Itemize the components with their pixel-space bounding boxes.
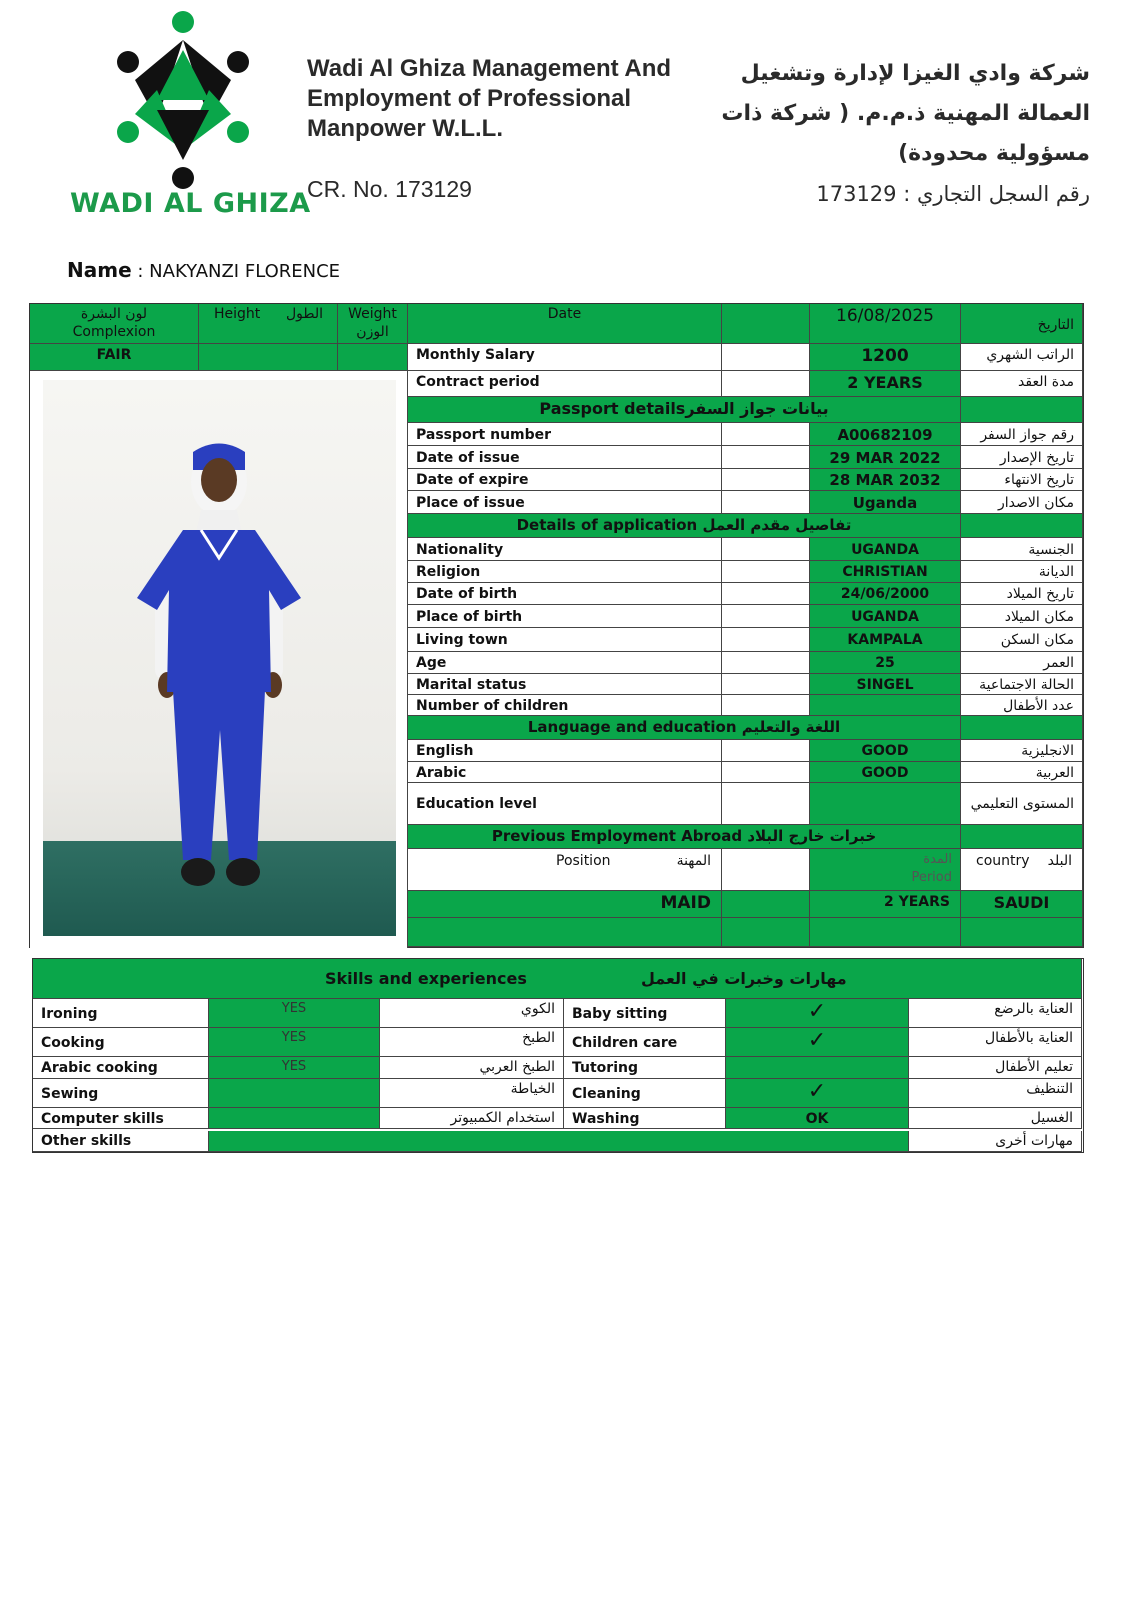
- empty-row-cell: [408, 918, 722, 947]
- skill-right-value: [726, 1057, 909, 1079]
- spacer-cell: [722, 783, 810, 825]
- checkmark-icon: ✓: [726, 999, 909, 1028]
- spacer-cell: [722, 446, 810, 469]
- passport-row-label: Place of issue: [408, 491, 722, 514]
- company-name-ar: شركة وادي الغيزا لإدارة وتشغيل العمالة المهنية ذ.م.م. ( شركة ذات مسؤولية محدودة): [721, 61, 1090, 166]
- application-row-label-ar: مكان الميلاد: [961, 605, 1083, 628]
- spacer-cell: [961, 514, 1083, 538]
- position-en: Position: [556, 853, 611, 869]
- brand-wordmark: WADI AL GHIZA: [70, 188, 311, 219]
- skill-left-ar: استخدام الكمبيوتر: [380, 1108, 564, 1129]
- skill-right-ar: العناية بالرضع: [909, 999, 1082, 1028]
- complexion-ar: لون البشرة: [80, 306, 148, 322]
- company-name-en: Wadi Al Ghiza Management And Employment of Professional Manpower W.L.L.: [307, 55, 672, 142]
- empty-row-cell: [810, 918, 961, 947]
- language-row-value: GOOD: [810, 740, 961, 762]
- salary-label: Monthly Salary: [408, 344, 722, 371]
- application-row-value: 25: [810, 652, 961, 674]
- application-row-value: [810, 695, 961, 716]
- spacer-cell: [961, 716, 1083, 740]
- application-row-label: Age: [408, 652, 722, 674]
- skill-right-ar: العناية بالأطفال: [909, 1028, 1082, 1057]
- other-skills-value: [209, 1131, 909, 1152]
- skill-right-label: Children care: [564, 1028, 726, 1057]
- language-row-label: Arabic: [408, 762, 722, 783]
- complexion-en: Complexion: [72, 324, 156, 340]
- skill-left-label: Computer skills: [33, 1108, 209, 1129]
- spacer-cell: [722, 695, 810, 716]
- height-header: [199, 304, 338, 344]
- position-ar: المهنة: [676, 853, 711, 869]
- height-ar: الطول: [285, 306, 323, 322]
- skill-left-value: YES: [209, 1028, 380, 1057]
- spacer-cell: [722, 605, 810, 628]
- date-ar: التاريخ: [961, 304, 1083, 344]
- language-row-label: Education level: [408, 783, 722, 825]
- application-row-label: Number of children: [408, 695, 722, 716]
- period-header: [810, 849, 961, 891]
- spacer-cell: [722, 674, 810, 695]
- date-value: 16/08/2025: [810, 304, 961, 344]
- skill-right-ar: الغسيل: [909, 1108, 1082, 1129]
- spacer-cell: [722, 344, 810, 371]
- spacer-cell: [722, 849, 810, 891]
- name-label: Name: [67, 258, 132, 282]
- skill-right-label: Washing: [564, 1108, 726, 1129]
- application-row-label: Nationality: [408, 538, 722, 561]
- salary-value: 1200: [810, 344, 961, 371]
- skill-left-value: [209, 1079, 380, 1108]
- skill-right-label: Baby sitting: [564, 999, 726, 1028]
- spacer-cell: [722, 652, 810, 674]
- contract-value: 2 YEARS: [810, 371, 961, 397]
- application-row-value: KAMPALA: [810, 628, 961, 652]
- language-row-label: English: [408, 740, 722, 762]
- spacer-cell: [722, 469, 810, 491]
- passport-row-label-ar: تاريخ الانتهاء: [961, 469, 1083, 491]
- application-row-label: Religion: [408, 561, 722, 583]
- passport-row-value: A00682109: [810, 423, 961, 446]
- other-skills-ar: مهارات أخرى: [909, 1131, 1082, 1152]
- photo-cell: [30, 371, 408, 948]
- spacer-cell: [722, 538, 810, 561]
- skill-right-ar: التنظيف: [909, 1079, 1082, 1108]
- spacer-cell: [961, 397, 1083, 423]
- passport-row-label: Date of issue: [408, 446, 722, 469]
- passport-row-value: Uganda: [810, 491, 961, 514]
- country-en: country: [976, 853, 1030, 869]
- spacer-cell: [722, 423, 810, 446]
- checkmark-icon: ✓: [726, 1028, 909, 1057]
- application-section-title: Details of application تفاصيل مقدم العمل: [408, 514, 961, 538]
- spacer-cell: [722, 628, 810, 652]
- application-row-label-ar: تاريخ الميلاد: [961, 583, 1083, 605]
- spacer-cell: [961, 825, 1083, 849]
- contract-label: Contract period: [408, 371, 722, 397]
- position-value: MAID: [408, 891, 722, 918]
- skill-left-label: Arabic cooking: [33, 1057, 209, 1079]
- application-row-label-ar: مكان السكن: [961, 628, 1083, 652]
- height-en: Height: [214, 306, 261, 322]
- skill-left-label: Sewing: [33, 1079, 209, 1108]
- spacer-cell: [722, 583, 810, 605]
- complexion-value: FAIR: [30, 344, 199, 371]
- skill-left-value: YES: [209, 1057, 380, 1079]
- application-row-label: Living town: [408, 628, 722, 652]
- skills-title-en: Skills and experiences: [325, 969, 527, 988]
- passport-row-label: Date of expire: [408, 469, 722, 491]
- skill-right-label: Tutoring: [564, 1057, 726, 1079]
- passport-row-label: Passport number: [408, 423, 722, 446]
- application-row-value: SINGEL: [810, 674, 961, 695]
- spacer-cell: [722, 304, 810, 344]
- cr-number-en: CR. No. 173129: [307, 176, 472, 202]
- application-row-label-ar: الجنسية: [961, 538, 1083, 561]
- salary-label-ar: الراتب الشهري: [961, 344, 1083, 371]
- skill-left-ar: الكوي: [380, 999, 564, 1028]
- application-row-label-ar: الديانة: [961, 561, 1083, 583]
- application-row-label: Date of birth: [408, 583, 722, 605]
- application-row-label: Marital status: [408, 674, 722, 695]
- height-value: [199, 344, 338, 371]
- language-row-label-ar: الانجليزية: [961, 740, 1083, 762]
- application-row-label-ar: الحالة الاجتماعية: [961, 674, 1083, 695]
- passport-section-title: Passport detailsبيانات جواز السفر: [408, 397, 961, 423]
- skill-left-ar: الطبخ العربي: [380, 1057, 564, 1079]
- weight-en: Weight: [348, 306, 397, 322]
- skills-title-ar: مهارات وخبرات في العمل: [641, 969, 847, 988]
- application-row-label-ar: العمر: [961, 652, 1083, 674]
- candidate-photo: [43, 380, 396, 936]
- skill-left-value: YES: [209, 999, 380, 1028]
- period-ar: المدة: [923, 852, 952, 867]
- spacer-cell: [722, 491, 810, 514]
- application-row-value: CHRISTIAN: [810, 561, 961, 583]
- name-value: : NAKYANZI FLORENCE: [137, 261, 341, 282]
- skill-right-ar: تعليم الأطفال: [909, 1057, 1082, 1079]
- skill-left-value: [209, 1108, 380, 1129]
- spacer-cell: [722, 371, 810, 397]
- empty-row-cell: [961, 918, 1083, 947]
- spacer-cell: [722, 891, 810, 918]
- weight-ar: الوزن: [356, 324, 389, 340]
- skills-table: [32, 958, 1084, 1153]
- language-row-value: [810, 783, 961, 825]
- other-skills-label: Other skills: [33, 1131, 209, 1152]
- candidate-name: [67, 258, 340, 282]
- country-ar: البلد: [1047, 853, 1072, 869]
- language-section-title: Language and education اللغة والتعليم: [408, 716, 961, 740]
- letterhead: [0, 0, 1130, 250]
- application-row-label-ar: عدد الأطفال: [961, 695, 1083, 716]
- period-value: 2 YEARS: [810, 891, 961, 918]
- language-row-label-ar: المستوى التعليمي: [961, 783, 1083, 825]
- passport-row-label-ar: تاريخ الإصدار: [961, 446, 1083, 469]
- weight-value: [338, 344, 408, 371]
- passport-row-value: 29 MAR 2022: [810, 446, 961, 469]
- country-header: [961, 849, 1083, 891]
- period-en: Period: [911, 870, 952, 885]
- date-label: Date: [408, 304, 722, 344]
- spacer-cell: [722, 762, 810, 783]
- language-row-label-ar: العربية: [961, 762, 1083, 783]
- skill-right-value: OK: [726, 1108, 909, 1129]
- application-row-value: UGANDA: [810, 605, 961, 628]
- empty-row-cell: [722, 918, 810, 947]
- spacer-cell: [722, 561, 810, 583]
- application-row-label: Place of birth: [408, 605, 722, 628]
- skill-left-ar: الخياطة: [380, 1079, 564, 1108]
- skill-left-label: Cooking: [33, 1028, 209, 1057]
- skills-header: [33, 959, 1082, 999]
- country-value: SAUDI: [961, 891, 1083, 918]
- complexion-header: [30, 304, 199, 344]
- contract-label-ar: مدة العقد: [961, 371, 1083, 397]
- application-row-value: UGANDA: [810, 538, 961, 561]
- person-illustration: [43, 380, 396, 936]
- spacer-cell: [722, 740, 810, 762]
- passport-row-value: 28 MAR 2032: [810, 469, 961, 491]
- checkmark-icon: ✓: [726, 1079, 909, 1108]
- passport-row-label-ar: رقم جواز السفر: [961, 423, 1083, 446]
- skill-right-label: Cleaning: [564, 1079, 726, 1108]
- position-header: [408, 849, 722, 891]
- skill-left-ar: الطبخ: [380, 1028, 564, 1057]
- cr-number-ar: رقم السجل التجاري : 173129: [816, 182, 1090, 206]
- language-row-value: GOOD: [810, 762, 961, 783]
- cv-table: [29, 303, 1084, 948]
- passport-row-label-ar: مكان الاصدار: [961, 491, 1083, 514]
- employment-section-title: Previous Employment Abroad خبرات خارج البلاد: [408, 825, 961, 849]
- application-row-value: 24/06/2000: [810, 583, 961, 605]
- skill-left-label: Ironing: [33, 999, 209, 1028]
- company-logo: [95, 10, 295, 200]
- weight-header: [338, 304, 408, 344]
